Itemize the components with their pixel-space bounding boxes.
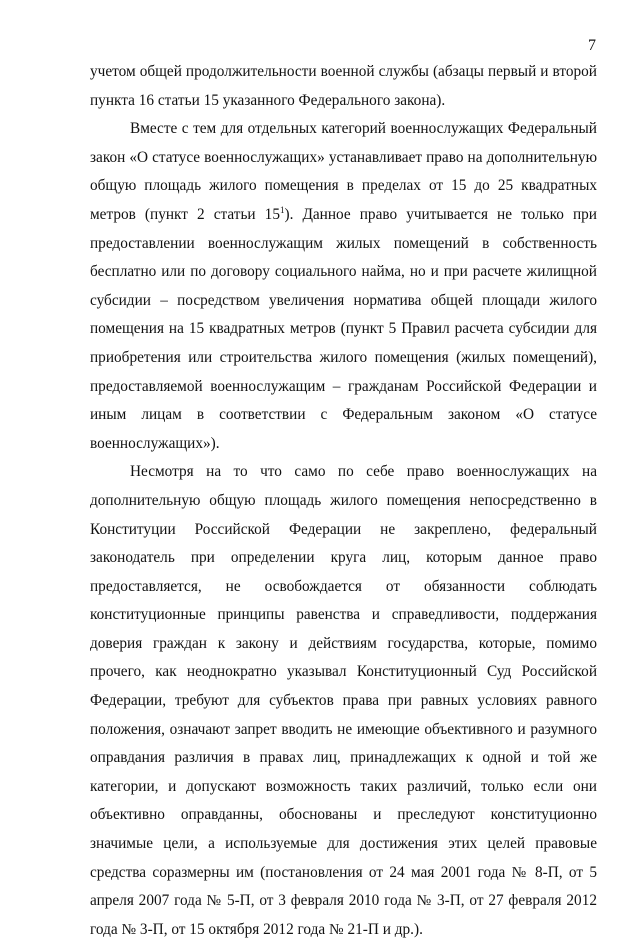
paragraph-continuation: учетом общей продолжительности военной службы (абзацы первый и второй пункта 16 статьи 15 указанного Федерального закона). [90, 63, 597, 109]
paragraph-additional-area-right [90, 115, 597, 458]
paragraph-text-part-1: Вместе с тем для отдельных категорий военнослужащих Федеральный закон «О статусе военнослужащих» устанавливает право на дополнительную общую площадь жилого помещения в пределах от 15 до 25 квадратных метров (пункт 2 статьи 15 [90, 120, 597, 223]
document-body [90, 58, 597, 944]
paragraph-constitutional-principles: Несмотря на то что само по себе право военнослужащих на дополнительную общую площадь жилого помещения непосредственно в Конституции Российской Федерации не закреплено, федеральный законодатель при определении круга лиц, которым данное право предоставляется, не освобождается от обязанности соблюдать конституционные принципы равенства и справедливости, поддержания доверия граждан к закону и действиям государства, которые, помимо прочего, как неоднократно указывал Конституционный Суд Российской Федерации, требуют для субъектов права при равных условиях равного положения, означают запрет вводить не имеющие объективного и разумного оправдания различия в правах лиц, принадлежащих к одной и той же категории, и допускают возможность таких различий, только если они объективно оправданны, обоснованы и преследуют конституционно значимые цели, а используемые для достижения этих целей правовые средства соразмерны им (постановления от 24 мая 2001 года № 8-П, от 5 апреля 2007 года № 5-П, от 3 февраля 2010 года № 3-П, от 27 февраля 2012 года № 3-П, от 15 октября 2012 года № 21-П и др.). [90, 463, 597, 938]
paragraph-text-part-2: ). Данное право учитывается не только при предоставлении военнослужащим жилых помещений в собственность бесплатно или по договору социального найма, но и при расчете жилищной субсидии – посредством увеличения норматива общей площади жилого помещения на 15 квадратных метров (пункт 5 Правил расчета субсидии для приобретения или строительства жилого помещения (жилых помещений), предоставляемой военнослужащим – гражданам Российской Федерации и иным лицам в соответствии с Федеральным законом «О статусе военнослужащих»). [90, 205, 597, 452]
article-superscript: 1 [279, 204, 285, 215]
page-number: 7 [588, 37, 596, 54]
